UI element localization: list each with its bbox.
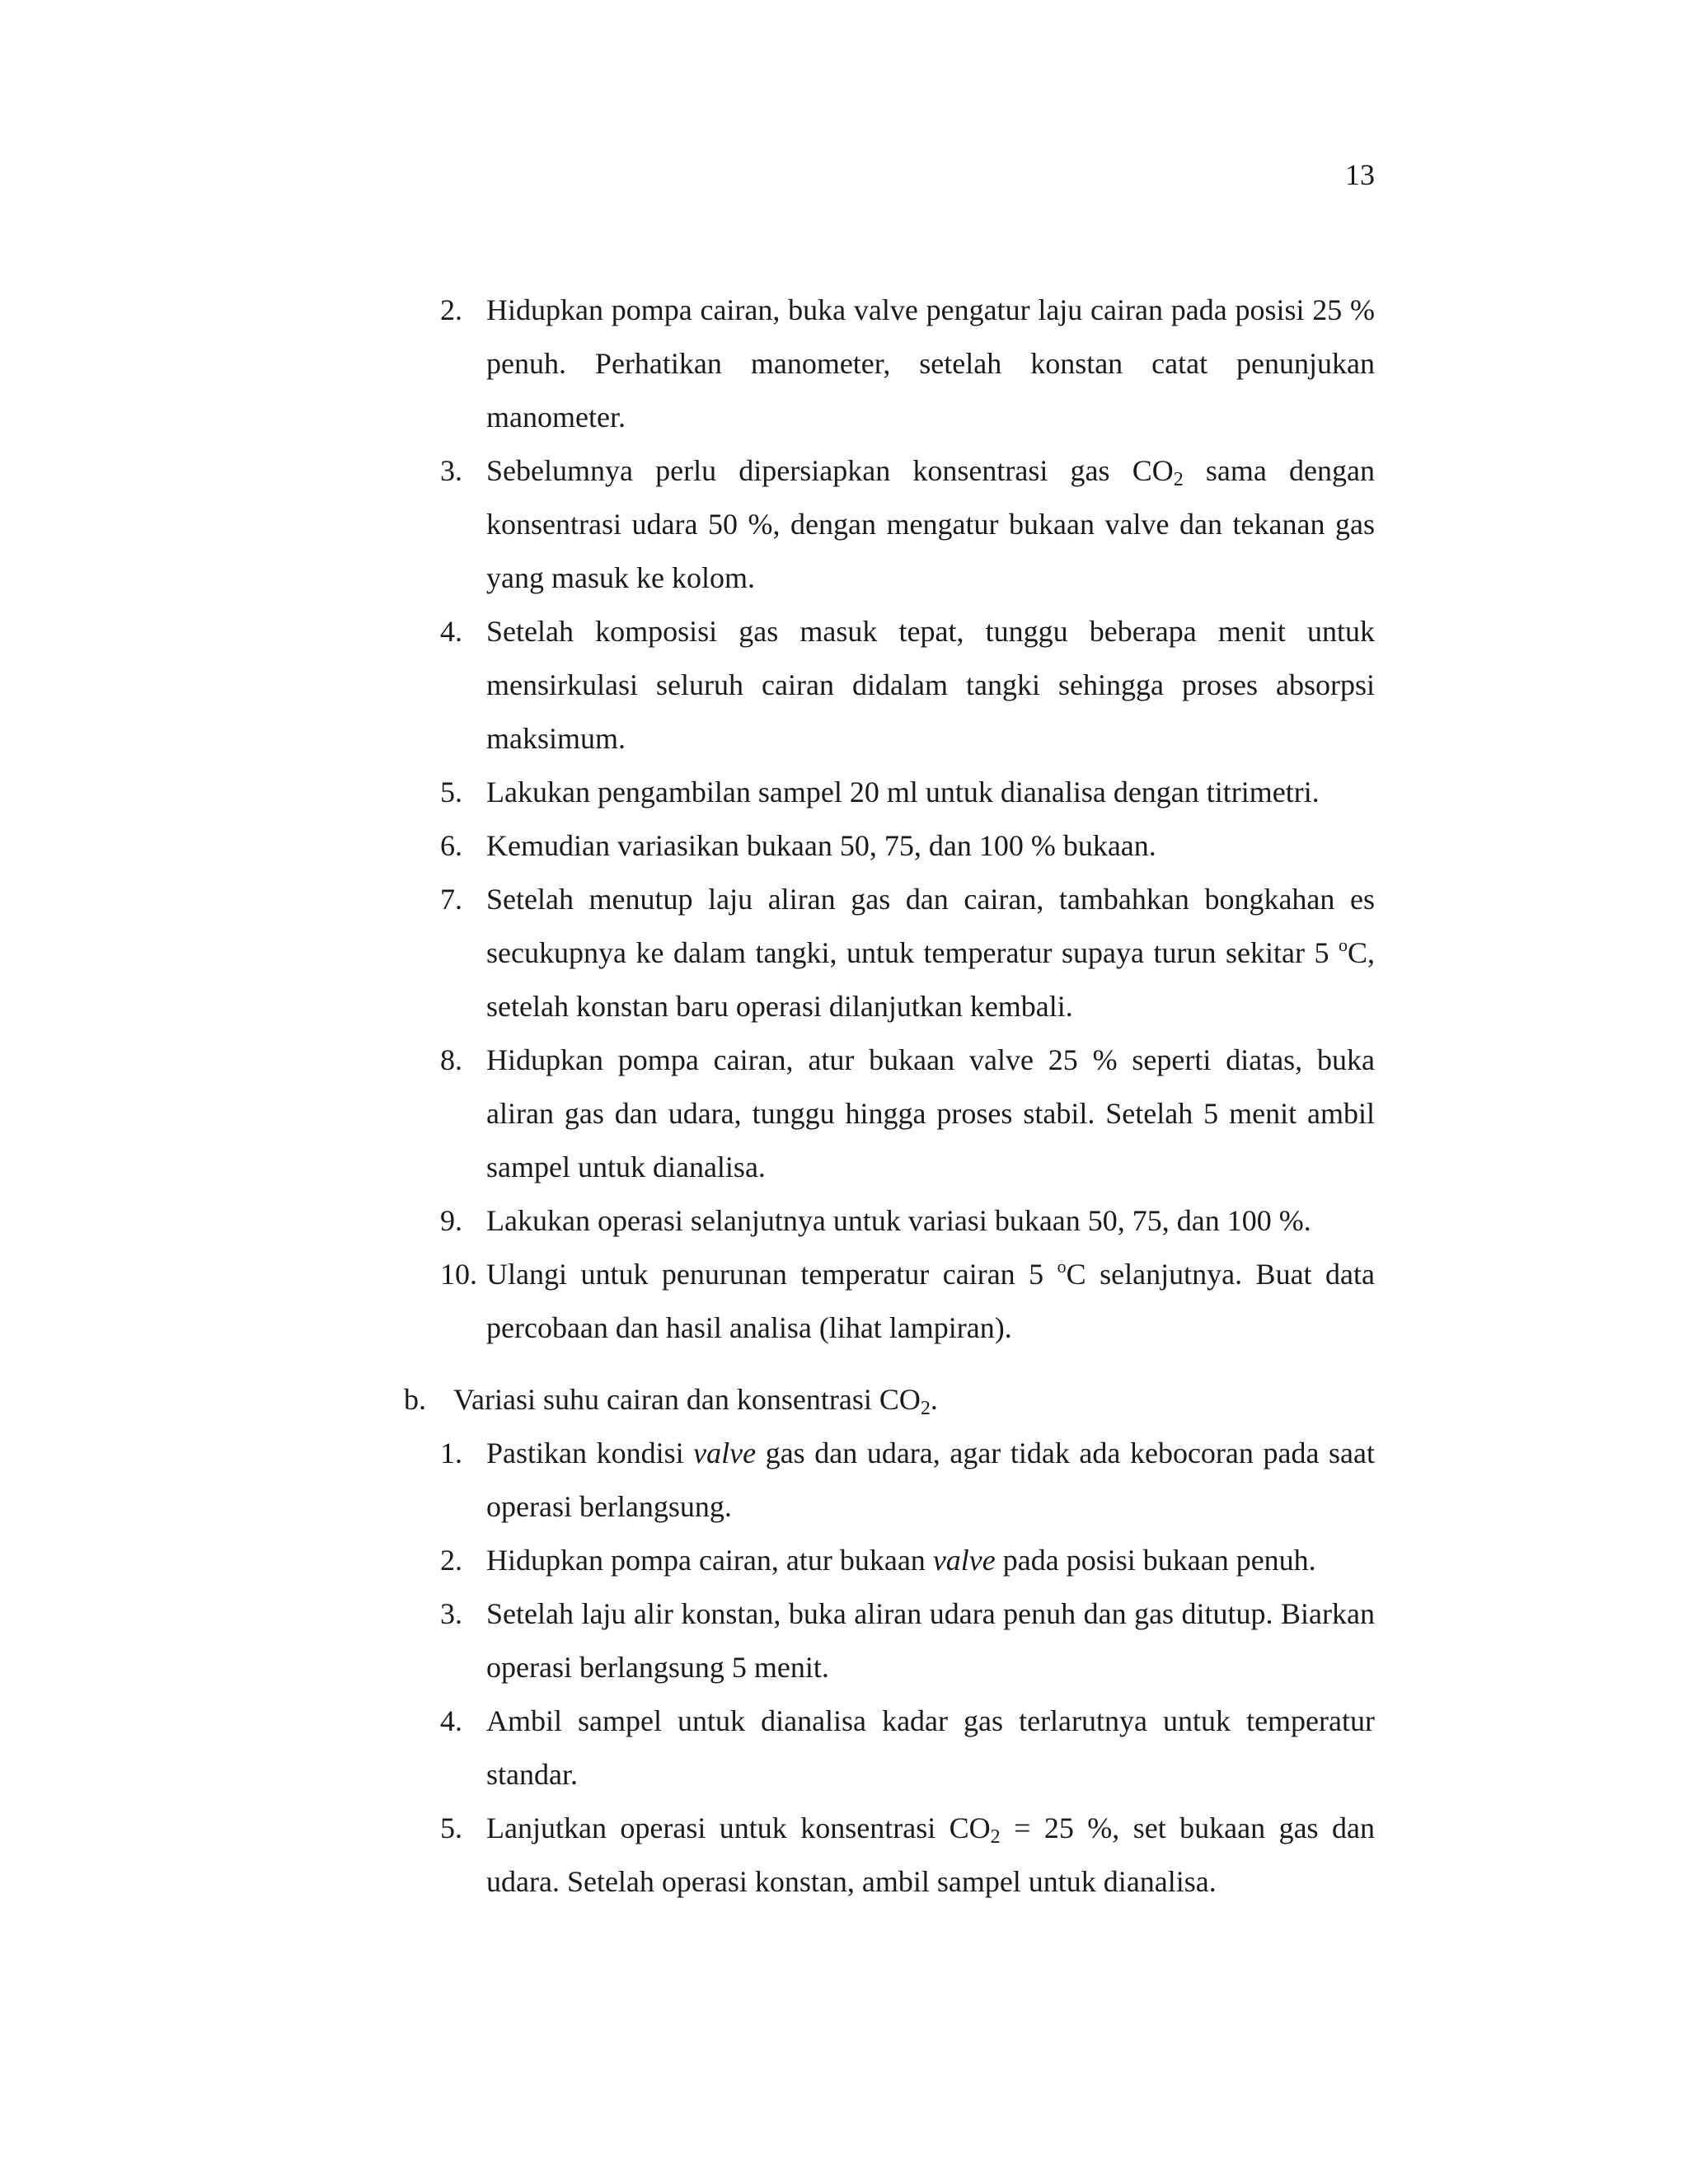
list-item-number: 5. [440, 1811, 462, 1844]
text-run: gas dan udara, agar tidak ada kebocoran pada saat operasi berlangsung. [486, 1436, 1375, 1523]
list-item [404, 1802, 1375, 1909]
list-item-number: 6. [440, 829, 462, 862]
list-item-number: 9. [440, 1204, 462, 1237]
list-item-text [486, 1043, 1375, 1183]
list-item-text [486, 1811, 1375, 1898]
list-item [404, 284, 1375, 444]
list-item-number: 1. [440, 1436, 462, 1469]
text-run: Lanjutkan operasi untuk konsentrasi CO [486, 1811, 991, 1844]
list-item [404, 444, 1375, 605]
text-run: Lakukan operasi selanjutnya untuk variasi bukaan 50, 75, dan 100 %. [486, 1204, 1311, 1237]
subscript: 2 [1173, 469, 1184, 490]
list-item [404, 1194, 1375, 1248]
list-item-number: 2. [440, 1544, 462, 1577]
subscript: 2 [990, 1826, 1001, 1848]
list-item-text [486, 1436, 1375, 1523]
text-run: Setelah laju alir konstan, buka aliran udara penuh dan gas ditutup. Biarkan operasi berlangsung 5 menit. [486, 1597, 1375, 1684]
text-run: Kemudian variasikan bukaan 50, 75, dan 100 % bukaan. [486, 829, 1156, 862]
superscript: o [1057, 1256, 1067, 1277]
text-run: . [930, 1383, 938, 1416]
text-run: Hidupkan pompa cairan, atur bukaan [486, 1544, 933, 1577]
text-run: = 25 %, set bukaan gas dan udara. Setelah operasi konstan, ambil sampel untuk dianalisa. [486, 1811, 1375, 1898]
text-run: Setelah komposisi gas masuk tepat, tunggu beberapa menit untuk mensirkulasi seluruh cairan didalam tangki sehingga proses absorpsi maksimum. [486, 615, 1375, 755]
list-item [404, 873, 1375, 1033]
text-run: C, setelah konstan baru operasi dilanjutkan kembali. [486, 936, 1375, 1023]
list-item-number: 3. [440, 454, 462, 487]
list-item-text [486, 1258, 1375, 1344]
list-item-text [486, 1704, 1375, 1791]
text-run: Ambil sampel untuk dianalisa kadar gas terlarutnya untuk temperatur standar. [486, 1704, 1375, 1791]
list-item-text [486, 454, 1375, 594]
italic-term: valve [693, 1436, 757, 1469]
italic-term: valve [932, 1544, 996, 1577]
list-item-text [486, 883, 1375, 1023]
list-item [404, 1248, 1375, 1355]
section-b-heading [404, 1373, 1375, 1427]
section-title [453, 1383, 938, 1419]
text-run: Lakukan pengambilan sampel 20 ml untuk dianalisa dengan titrimetri. [486, 776, 1320, 808]
list-item-number: 5. [440, 776, 462, 808]
text-run: Hidupkan pompa cairan, buka valve pengatur laju cairan pada posisi 25 % penuh. Perhatikan manometer, setelah konstan catat penunjukan manometer. [486, 293, 1375, 434]
list-item [404, 766, 1375, 819]
procedure-list-a [404, 284, 1375, 1355]
list-item-text [486, 1597, 1375, 1684]
text-run: pada posisi bukaan penuh. [995, 1544, 1316, 1577]
list-item [404, 1694, 1375, 1802]
list-item-text [486, 829, 1156, 862]
text-run: Variasi suhu cairan dan konsentrasi CO [453, 1383, 921, 1416]
superscript: o [1338, 935, 1348, 955]
list-item [404, 1587, 1375, 1694]
list-item-number: 10. [440, 1258, 477, 1291]
text-run: Setelah menutup laju aliran gas dan cairan, tambahkan bongkahan es secukupnya ke dalam tangki, untuk temperatur supaya turun sekitar 5 [486, 883, 1375, 969]
text-run: Ulangi untuk penurunan temperatur cairan 5 [486, 1258, 1057, 1291]
text-run: Hidupkan pompa cairan, atur bukaan valve 25 % seperti diatas, buka aliran gas dan udara, tunggu hingga proses stabil. Setelah 5 menit ambil sampel untuk dianalisa. [486, 1043, 1375, 1183]
subscript: 2 [920, 1398, 931, 1419]
list-item-number: 4. [440, 615, 462, 648]
list-item-text [486, 1204, 1311, 1237]
list-item [404, 1427, 1375, 1534]
page-number: 13 [1345, 158, 1375, 191]
text-run: Pastikan kondisi [486, 1436, 694, 1469]
list-item-text [486, 615, 1375, 755]
text-run: C selanjutnya. Buat data percobaan dan hasil analisa (lihat lampiran). [486, 1258, 1375, 1344]
list-item-number: 3. [440, 1597, 462, 1630]
list-item-text [486, 776, 1320, 808]
procedure-list-b [404, 1427, 1375, 1909]
section-letter: b. [404, 1383, 426, 1416]
text-run: Sebelumnya perlu dipersiapkan konsentrasi gas CO [486, 454, 1174, 487]
list-item-number: 7. [440, 883, 462, 916]
list-item [404, 1534, 1375, 1587]
list-item-text [486, 293, 1375, 434]
list-item-number: 4. [440, 1704, 462, 1737]
document-body [404, 284, 1375, 1909]
list-item [404, 819, 1375, 873]
list-item-text [486, 1544, 1316, 1577]
list-item-number: 2. [440, 293, 462, 326]
text-run: sama dengan konsentrasi udara 50 %, dengan mengatur bukaan valve dan tekanan gas yang masuk ke kolom. [486, 454, 1375, 594]
list-item [404, 1033, 1375, 1194]
list-item [404, 605, 1375, 766]
list-item-number: 8. [440, 1043, 462, 1076]
